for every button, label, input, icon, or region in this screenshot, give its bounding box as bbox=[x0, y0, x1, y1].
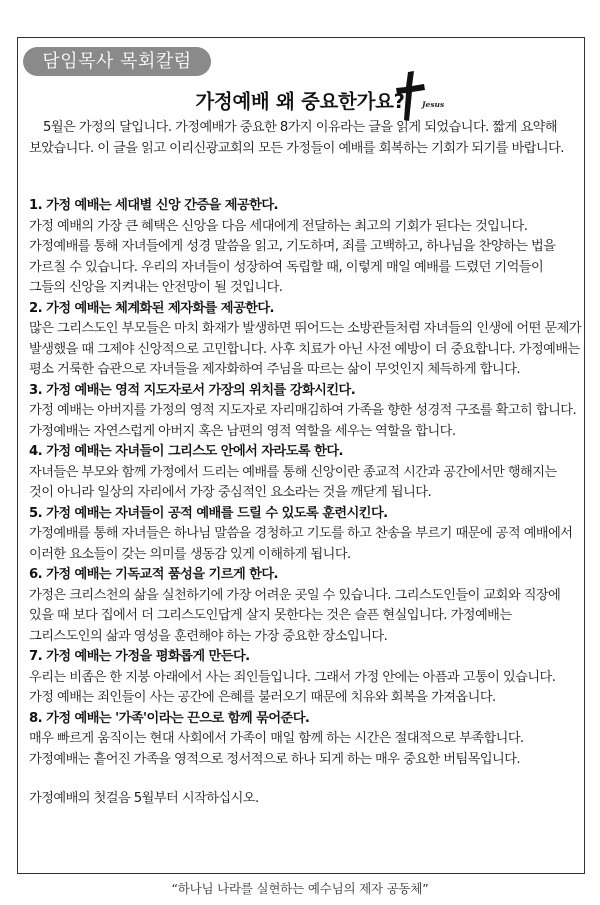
intro-paragraph: 5월은 가정의 달입니다. 가정예배가 중요한 8가지 이유라는 글을 읽게 되었습니다. 짧게 요약해 보았습니다. 이 글을 읽고 이리신광교회의 모든 가정들이 예배를 회복하는 기회가 되기를 바랍니다. bbox=[29, 120, 564, 156]
section-heading: 6. 가정 예배는 기독교적 품성을 기르게 한다. bbox=[29, 567, 279, 582]
logo-text: Jesus bbox=[422, 100, 445, 109]
section-heading: 4. 가정 예배는 자녀들이 그리스도 안에서 자라도록 한다. bbox=[29, 444, 343, 459]
section-body: 가정예배를 통해 자녀들은 하나님 말씀을 경청하고 기도를 하고 찬송을 부르기 때문에 공적 예배에서 이러한 요소들이 갖는 의미를 생동감 있게 이해하게 됩니다. bbox=[29, 526, 573, 562]
cross-logo-icon bbox=[394, 70, 434, 122]
section-body: 가정 예배의 가장 큰 혜택은 신앙을 다음 세대에게 전달하는 최고의 기회가 된다는 것입니다. 가정예배를 통해 자녀들에게 성경 말씀을 읽고, 기도하며, 죄를 고백하고, 하나님을 찬양하는 법을 가르칠 수 있습니다. 우리의 자녀들이 성장하여 독립할 때, 이렇게 매일 예배를 드렸던 기억들이 그들의 신앙을 지켜내는 안전망이 될 것입니다. bbox=[29, 218, 556, 295]
section-body: 가정 예배는 아버지를 가정의 영적 지도자로 자리매김하여 가족을 향한 성경적 구조를 확고히 합니다. 가정예배는 자연스럽게 아버지 혹은 남편의 영적 역할을 세우는 역할을 합니다. bbox=[29, 403, 577, 439]
section-heading: 2. 가정 예배는 체계화된 제자화를 제공한다. bbox=[29, 300, 274, 316]
section-heading: 1. 가정 예배는 세대별 신앙 간증을 제공한다. bbox=[29, 198, 279, 213]
section-heading: 7. 가정 예배는 가정을 평화롭게 만든다. bbox=[29, 649, 250, 664]
column-label-badge: 담임목사 목회칼럼 bbox=[23, 47, 211, 76]
closing-line: 가정예배의 첫걸음 5월부터 시작하십시오. bbox=[29, 791, 259, 806]
section-heading: 3. 가정 예배는 영적 지도자로서 가장의 위치를 강화시킨다. bbox=[29, 382, 356, 398]
section-body: 우리는 비좁은 한 지붕 아래에서 사는 죄인들입니다. 그래서 가정 안에는 아픔과 고통이 있습니다. 가정 예배는 죄인들이 사는 공간에 은혜를 불러오기 때문에 치유와 회복을 가져옵니다. bbox=[29, 669, 556, 705]
section-heading: 5. 가정 예배는 자녀들이 공적 예배를 드릴 수 있도록 훈련시킨다. bbox=[29, 505, 388, 521]
page-title: 가정예배 왜 중요한가요? bbox=[195, 90, 405, 113]
section-body: 가정은 크리스천의 삶을 실천하기에 가장 어려운 곳일 수 있습니다. 그리스도인들이 교회와 직장에 있을 때 보다 집에서 더 그리스도인답게 살지 못한다는 것은 슬픈 현실입니다. 가정예배는 그리스도인의 삶과 영성을 훈련해야 하는 가장 중요한 장소입니다. bbox=[29, 587, 561, 644]
footer-motto: “하나님 나라를 실현하는 예수님의 제자 공동체” bbox=[171, 881, 429, 896]
section-heading: 8. 가정 예배는 '가족'이라는 끈으로 함께 묶어준다. bbox=[29, 710, 310, 726]
column-body bbox=[29, 118, 582, 810]
section-body: 매우 빠르게 움직이는 현대 사회에서 가족이 매일 함께 하는 시간은 절대적으로 부족합니다. 가정예배는 흩어진 가족을 영적으로 정서적으로 하나 되게 하는 매우 중요한 버팀목입니다. bbox=[29, 731, 524, 767]
section-body: 많은 그리스도인 부모들은 마치 화재가 발생하면 뛰어드는 소방관들처럼 자녀들의 인생에 어떤 문제가 발생했을 때 그제야 신앙적으로 고민합니다. 사후 치료가 아닌 사전 예방이 더 중요합니다. 가정예배는 평소 거룩한 습관으로 자녀들을 제자화하여 주님을 따르는 삶이 무엇인지 체득하게 합니다. bbox=[29, 321, 582, 377]
section-body: 자녀들은 부모와 함께 가정에서 드리는 예배를 통해 신앙이란 종교적 시간과 공간에서만 행해지는 것이 아니라 일상의 자리에서 가장 중심적인 요소라는 것을 깨닫게 됩니다. bbox=[29, 464, 557, 500]
